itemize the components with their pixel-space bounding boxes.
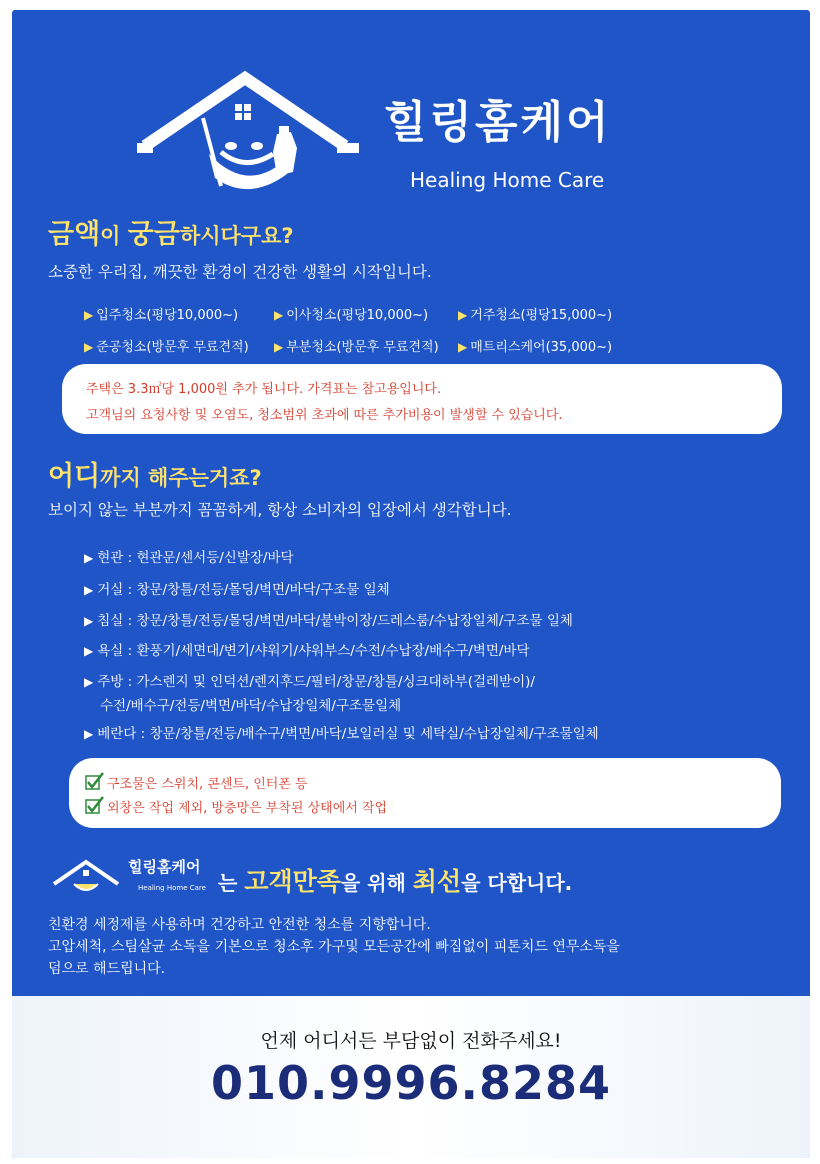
price-note-box <box>62 364 782 434</box>
room-scope-item: ▶ 침실 : 창문/창틀/전등/몰딩/벽면/바닥/붙박이장/드레스룸/수납장일체/구조물 일체 <box>84 613 573 629</box>
check-icon <box>85 796 105 816</box>
promise-text: 친환경 세정제를 사용하며 건강하고 안전한 청소를 지향합니다. <box>48 917 431 933</box>
triangle-bullet-icon: ▶ <box>274 340 284 354</box>
triangle-bullet-icon: ▶ <box>84 551 94 565</box>
triangle-bullet-icon: ▶ <box>458 340 468 354</box>
promise-text: 덤으로 해드립니다. <box>48 961 166 977</box>
triangle-bullet-icon: ▶ <box>84 308 94 322</box>
notice-text: 구조물은 스위치, 콘센트, 인터폰 등 <box>107 777 308 792</box>
notice-text: 외창은 작업 제외, 방충망은 부착된 상태에서 작업 <box>107 801 388 816</box>
price-note: 고객님의 요청사항 및 오염도, 청소범위 초과에 따른 추가비용이 발생할 수 있습니다. <box>86 408 563 423</box>
promise-text: 고압세척, 스팀살균 소독을 기본으로 청소후 가구및 모든공간에 빠짐없이 피톤치드 연무소독을 <box>48 939 620 955</box>
triangle-bullet-icon: ▶ <box>84 583 94 597</box>
check-icon <box>85 772 105 792</box>
price-item: ▶ 준공청소(방문후 무료견적) <box>84 340 249 355</box>
brand-name-korean-small: 힐링홈케어 <box>128 858 201 876</box>
house-logo-small-icon <box>52 858 120 898</box>
triangle-bullet-icon: ▶ <box>84 644 94 658</box>
brand-name-english-small: Healing Home Care <box>138 884 206 892</box>
contact-message: 언제 어디서든 부담없이 전화주세요! <box>260 1030 562 1052</box>
promise-slogan: 는 고객만족을 위해 최선을 다합니다. <box>218 867 573 896</box>
house-logo-icon <box>137 68 367 198</box>
price-item: ▶ 이사청소(평당10,000~) <box>274 308 429 323</box>
flyer <box>12 10 810 1158</box>
room-scope-item-continued: 수전/배수구/전등/벽면/바닥/수납장일체/구조물일체 <box>100 698 402 714</box>
brand-name-korean: 힐링홈케어 <box>384 97 612 148</box>
price-item: ▶ 입주청소(평당10,000~) <box>84 308 239 323</box>
phone-number[interactable]: 010.9996.8284 <box>210 1056 612 1110</box>
triangle-bullet-icon: ▶ <box>458 308 468 322</box>
room-scope-item: ▶ 욕실 : 환풍기/세면대/변기/샤워기/샤워부스/수전/수납장/배수구/벽면/바닥 <box>84 643 530 659</box>
price-section-title: 금액이 궁금하시다구요? <box>48 219 294 250</box>
price-item: ▶ 거주청소(평당15,000~) <box>458 308 613 323</box>
price-note: 주택은 3.3㎡당 1,000원 추가 됩니다. 가격표는 참고용입니다. <box>86 382 442 397</box>
contact-panel <box>12 996 810 1158</box>
scope-section-subtitle: 보이지 않는 부분까지 꼼꼼하게, 항상 소비자의 입장에서 생각합니다. <box>48 501 512 519</box>
notice-box <box>69 758 781 828</box>
room-scope-item: ▶ 현관 : 현관문/센서등/신발장/바닥 <box>84 550 294 566</box>
triangle-bullet-icon: ▶ <box>84 675 94 689</box>
scope-section-title: 어디까지 해주는거죠? <box>48 461 262 492</box>
room-scope-item: ▶ 베란다 : 창문/창틀/전등/배수구/벽면/바닥/보일러실 및 세탁실/수납장일체/구조물일체 <box>84 726 599 742</box>
price-item: ▶ 부분청소(방문후 무료견적) <box>274 340 439 355</box>
price-item: ▶ 매트리스케어(35,000~) <box>458 340 613 355</box>
room-scope-item: ▶ 주방 : 가스렌지 및 인덕션/렌지후드/필터/창문/창틀/싱크대하부(걸레받이)/ <box>84 674 535 690</box>
triangle-bullet-icon: ▶ <box>274 308 284 322</box>
triangle-bullet-icon: ▶ <box>84 614 94 628</box>
room-scope-item: ▶ 거실 : 창문/창틀/전등/몰딩/벽면/바닥/구조물 일체 <box>84 582 390 598</box>
brand-name-english: Healing Home Care <box>410 168 605 192</box>
triangle-bullet-icon: ▶ <box>84 340 94 354</box>
price-section-subtitle: 소중한 우리집, 깨끗한 환경이 건강한 생활의 시작입니다. <box>48 263 432 281</box>
triangle-bullet-icon: ▶ <box>84 727 94 741</box>
